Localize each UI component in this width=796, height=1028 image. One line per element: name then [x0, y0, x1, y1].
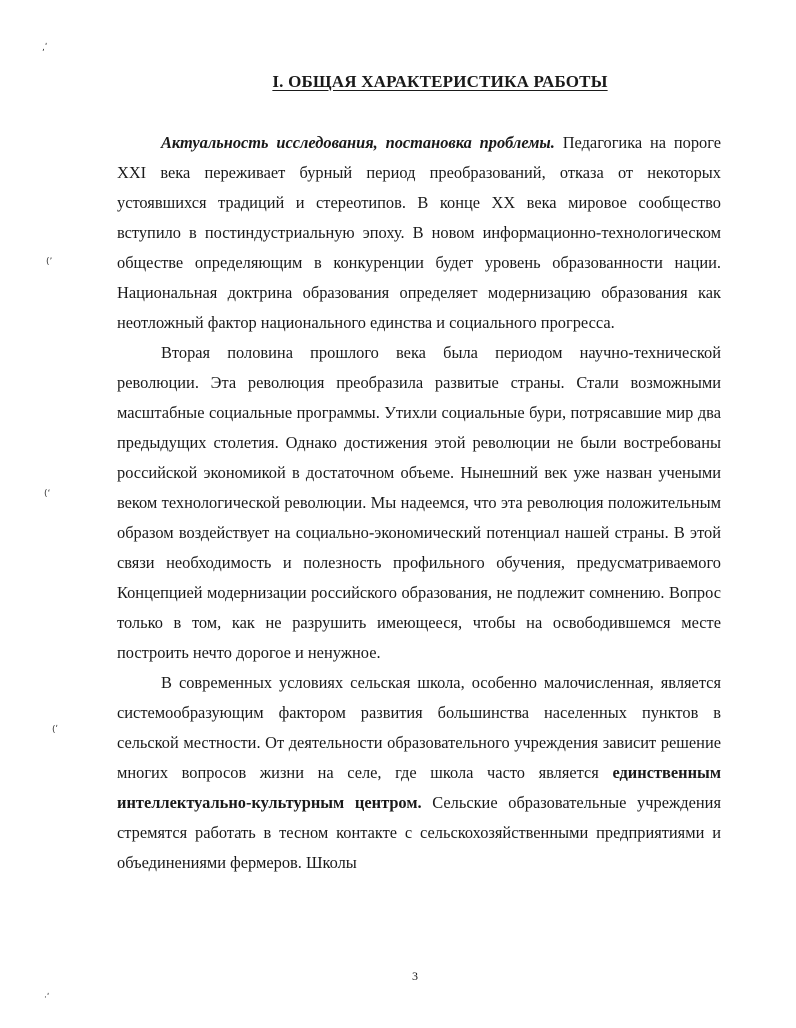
scan-mark: (ʼ [46, 257, 53, 267]
paragraph-3 [117, 668, 721, 878]
page-number: 3 [412, 969, 418, 983]
paragraph-1 [117, 128, 721, 338]
paragraph-text: Сельские образовательные учреждения стремятся работать в тесном контакте с сельскохозяйственными предприятиями и объединениями фермеров. Школы [117, 793, 721, 872]
paragraph-text: В современных условиях сельская школа, особенно малочисленная, является системообразующим фактором развития большинства населенных пунктов в сельской местности. От деятельности образовательного учреждения зависит решение многих вопросов жизни на селе, где школа часто является [117, 673, 721, 782]
scan-mark: ,ʹ [42, 43, 48, 53]
scan-mark: (ʹ [52, 725, 59, 735]
body-text [117, 128, 721, 878]
paragraph-text: Педагогика на пороге XXI века переживает бурный период преобразований, отказа от некоторых устоявшихся традиций и стереотипов. В конце XX века мировое сообщество вступило в постиндустриальную эпоху. В новом информационно-технологическом обществе определяющим в конкуренции будет уровень образованности нации. Национальная доктрина образования определяет модернизацию образования как неотложный фактор национального единства и социального прогресса. [117, 133, 721, 332]
paragraph-2 [117, 338, 721, 668]
scan-mark: (ʻ [44, 489, 51, 499]
paragraph-lead: Актуальность исследования, постановка проблемы. [161, 133, 555, 152]
scan-mark: ·ʹ [44, 993, 50, 1003]
paragraph-text: Вторая половина прошлого века была периодом научно-технической революции. Эта революция преобразила развитые страны. Стали возможными масштабные социальные программы. Утихли социальные бури, потрясавшие мир два предыдущих столетия. Однако достижения этой революции не были востребованы российской экономикой в достаточном объеме. Нынешний век уже назван учеными веком технологической революции. Мы надеемся, что эта революция положительным образом воздействует на социально-экономический потенциал нашей страны. В этой связи необходимость и полезность профильного обучения, предусматриваемого Концепцией модернизации российского образования, не подлежит сомнению. Вопрос только в том, как не разрушить имеющееся, чтобы на освободившемся месте построить нечто дорогое и ненужное. [117, 343, 721, 662]
emphasized-text: единственным интеллектуально-культурным центром. [117, 763, 721, 812]
section-heading: I. ОБЩАЯ ХАРАКТЕРИСТИКА РАБОТЫ [272, 72, 608, 91]
